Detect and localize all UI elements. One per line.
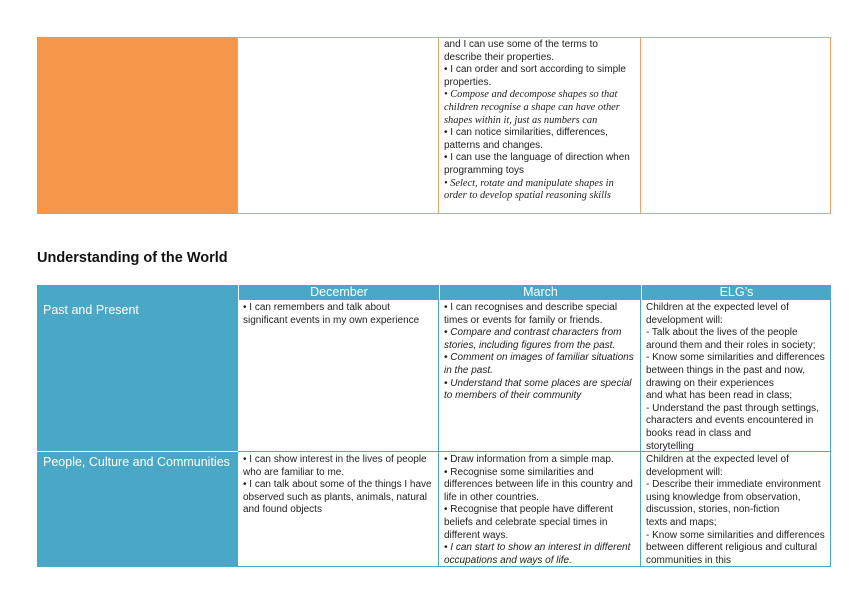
- cell-line: • I can remembers and talk about significant events in my own experience: [243, 302, 420, 326]
- top-empty-cell-1: [237, 37, 439, 214]
- cell-line: Children at the expected level of development will:: [646, 302, 789, 326]
- cell-line: • I can use the language of direction when programming toys: [444, 152, 630, 176]
- cell-line: • Compose and decompose shapes so that children recognise a shape can have other shapes within it, just as numbers can: [444, 89, 620, 126]
- people-culture-march: [439, 452, 641, 567]
- cell-line: texts and maps;: [646, 516, 717, 528]
- cell-line: • I can show interest in the lives of people who are familiar to me.: [243, 454, 427, 478]
- past-present-december: [238, 300, 439, 452]
- cell-line: - Describe their immediate environment using knowledge from observation, discussion, stories, non-fiction: [646, 479, 821, 516]
- people-culture-elg: [641, 452, 831, 567]
- cell-line: and what has been read in class;: [646, 390, 793, 402]
- cell-line: storytelling: [646, 440, 694, 452]
- cell-line: • I can talk about some of the things I have observed such as plants, animals, natural and found objects: [243, 479, 432, 516]
- cell-line: • Compare and contrast characters from stories, including figures from the past.: [444, 327, 622, 351]
- cell-line: - Talk about the lives of the people around them and their roles in society;: [646, 327, 816, 351]
- cell-line: • Recognise some similarities and differences between life in this country and life in other countries.: [444, 466, 633, 503]
- cell-line: • Understand that some places are special to members of their community: [444, 377, 632, 402]
- orange-label-cell: [37, 37, 238, 214]
- cell-line: • I can notice similarities, differences, patterns and changes.: [444, 127, 608, 151]
- section-title: Understanding of the World: [37, 250, 228, 266]
- cell-line: - Understand the past through settings, characters and events encountered in books read in class and: [646, 402, 819, 439]
- cell-line: - Know some similarities and differences between things in the past and now, drawing on their experiences: [646, 352, 825, 389]
- cell-line: • I can start to show an interest in different occupations and ways of life.: [444, 542, 631, 566]
- cell-line: • Comment on images of familiar situations in the past.: [444, 352, 634, 376]
- cell-line: - Know some similarities and differences between different religious and cultural communities in this: [646, 529, 825, 566]
- top-march-cell: [438, 37, 641, 214]
- cell-line: • Recognise that people have different beliefs and celebrate special times in different ways.: [444, 504, 613, 541]
- cell-line: • I can order and sort according to simple properties.: [444, 64, 626, 88]
- cell-line: and I can use some of the terms to describe their properties.: [444, 39, 598, 63]
- row-label-people-culture-communities: People, Culture and Communities: [37, 452, 238, 567]
- header-elg: ELG’s: [641, 285, 831, 300]
- cell-line: • I can recognises and describe special times or events for family or friends.: [444, 302, 618, 326]
- row-label-past-and-present: Past and Present: [37, 300, 238, 452]
- past-present-march: [439, 300, 641, 452]
- people-culture-december: [238, 452, 439, 567]
- understanding-table: [37, 285, 831, 567]
- header-march: March: [439, 285, 641, 300]
- top-elg-cell: [640, 37, 831, 214]
- cell-line: • Select, rotate and manipulate shapes in order to develop spatial reasoning skills: [444, 177, 614, 202]
- past-present-elg: [641, 300, 831, 452]
- header-december: December: [238, 285, 439, 300]
- cell-line: Children at the expected level of development will:: [646, 454, 789, 478]
- header-blank: [37, 285, 238, 300]
- cell-line: • Draw information from a simple map.: [444, 454, 614, 465]
- top-table: [37, 37, 831, 214]
